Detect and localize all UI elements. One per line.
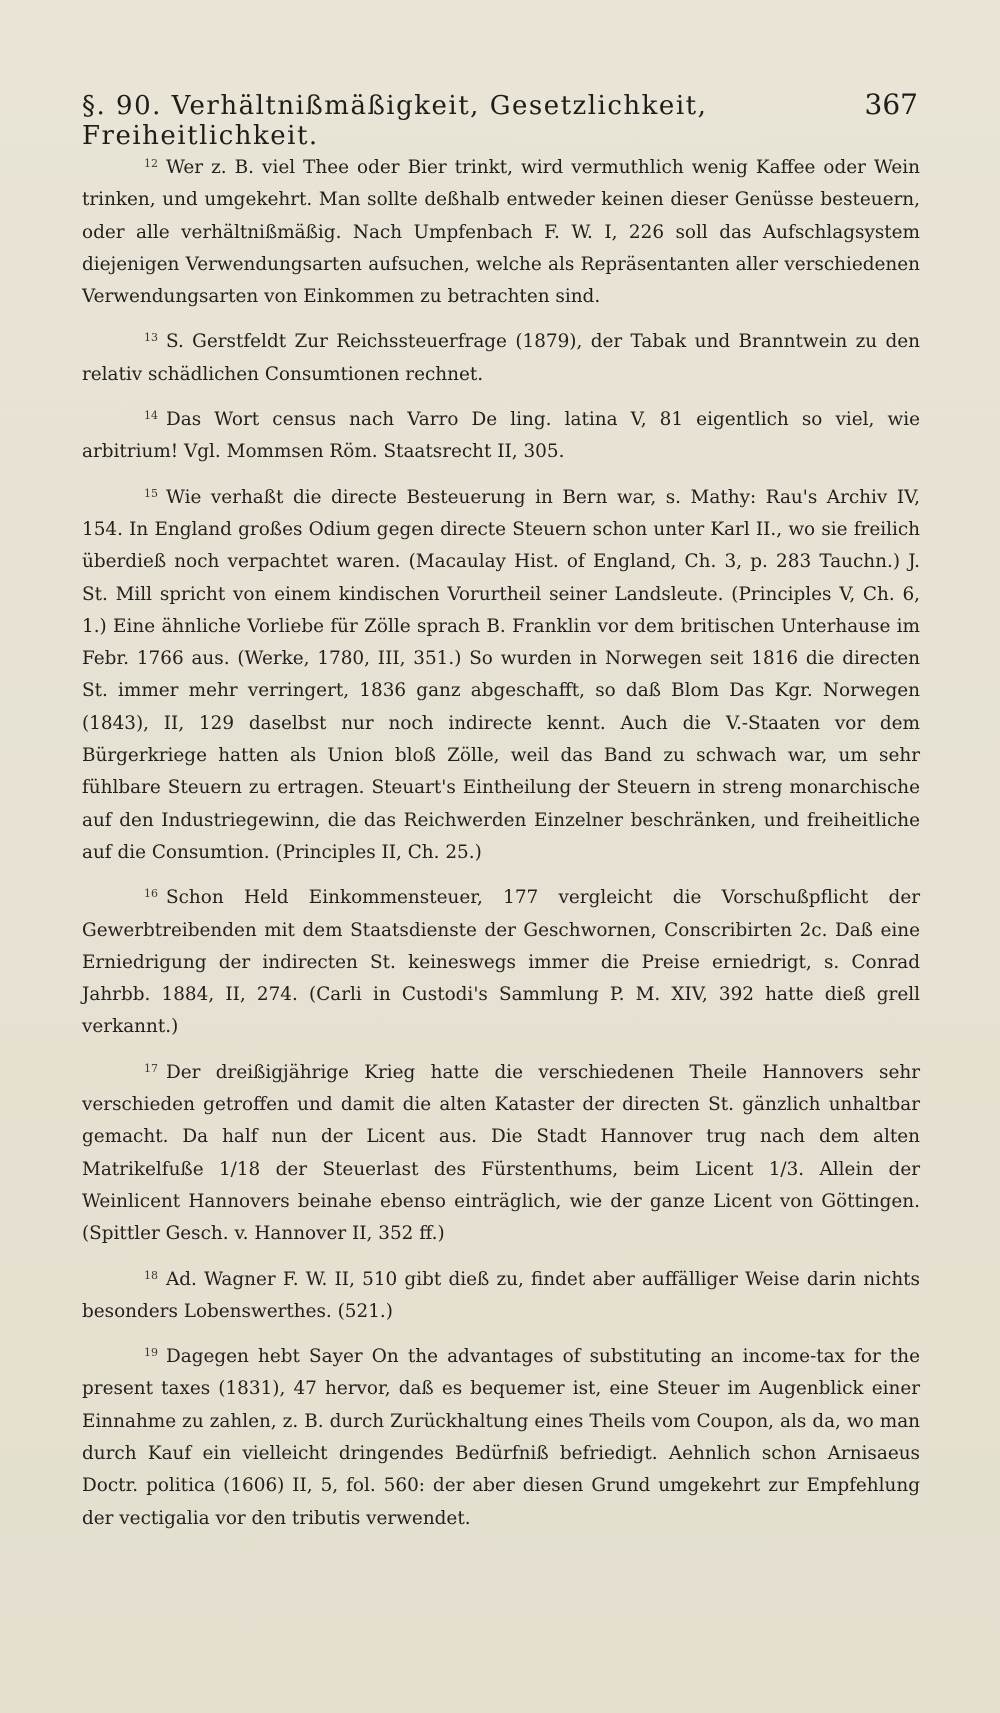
footnotes-block — [82, 148, 920, 1544]
footnote-number: 14 — [144, 409, 158, 423]
footnote-15 — [82, 478, 920, 870]
footnote-number: 18 — [144, 1268, 158, 1282]
footnote-number: 15 — [144, 486, 158, 500]
footnote-number: 12 — [144, 157, 158, 170]
footnote-12 — [82, 148, 920, 313]
footnote-16 — [82, 878, 920, 1043]
footnote-text: Dagegen hebt Sayer On the advantages of substituting an income-tax for the present taxes (1831), 47 hervor, daß es bequemer ist, eine Steuer im Augenblick einer Einnahme zu zahlen, z. B. durch Zurückhaltung eines Theils vom Coupon, als da, wo man durch Kauf ein vielleicht dringendes Bedürfniß befriedigt. Aehnlich schon Arnisaeus Doctr. politica (1606) II, 5, fol. 560: der aber diesen Grund umgekehrt zur Empfehlung der vectigalia vor den tributis verwendet. — [82, 1346, 920, 1529]
footnote-18 — [82, 1260, 920, 1329]
page-number: 367 — [864, 88, 918, 121]
footnote-17 — [82, 1053, 920, 1251]
section-title: §. 90. Verhältnißmäßigkeit, Gesetzlichkeit, Freiheitlichkeit. — [82, 91, 708, 151]
footnote-text: Ad. Wagner F. W. II, 510 gibt dieß zu, findet aber auffälliger Weise darin nichts besonders Lobenswerthes. (521.) — [82, 1268, 920, 1322]
footnote-text: Wie verhaßt die directe Besteuerung in Bern war, s. Mathy: Rau's Archiv IV, 154. In England großes Odium gegen directe Steuern schon unter Karl II., wo sie freilich überdieß noch verpachtet waren. (Macaulay Hist. of England, Ch. 3, p. 283 Tauchn.) J. St. Mill spricht von einem kindischen Vorurtheil seiner Landsleute. (Principles V, Ch. 6, 1.) Eine ähnliche Vorliebe für Zölle sprach B. Franklin vor dem britischen Unterhause im Febr. 1766 aus. (Werke, 1780, III, 351.) So wurden in Norwegen seit 1816 die directen St. immer mehr verringert, 1836 ganz abgeschafft, so daß Blom Das Kgr. Norwegen (1843), II, 129 daselbst nur noch indirecte kennt. Auch die V.-Staaten vor dem Bürgerkriege hatten als Union bloß Zölle, weil das Band zu schwach war, um sehr fühlbare Steuern zu ertragen. Steuart's Eintheilung der Steuern in streng monarchische auf den Industriegewinn, die das Reichwerden Einzelner beschränken, und freiheitliche auf die Consumtion. (Principles II, Ch. 25.) — [82, 486, 920, 863]
footnote-number: 16 — [144, 887, 158, 901]
running-head — [82, 88, 918, 151]
footnote-text: Wer z. B. viel Thee oder Bier trinkt, wird vermuthlich wenig Kaffee oder Wein trinken, und umgekehrt. Man sollte deßhalb entweder keinen dieser Genüsse besteuern, oder alle verhältnißmäßig. Nach Umpfenbach F. W. I, 226 soll das Aufschlagsystem diejenigen Verwendungsarten aufsuchen, welche als Repräsentanten aller verschiedenen Verwendungsarten von Einkommen zu betrachten sind. — [82, 157, 920, 308]
footnote-text: Schon Held Einkommensteuer, 177 vergleicht die Vorschußpflicht der Gewerbtreibenden mit dem Staatsdienste der Geschwornen, Conscribirten 2c. Daß eine Erniedrigung der indirecten St. keineswegs immer die Preise erniedrigt, s. Conrad Jahrbb. 1884, II, 274. (Carli in Custodi's Sammlung P. M. XIV, 392 hatte dieß grell verkannt.) — [82, 887, 920, 1038]
footnote-text: Das Wort census nach Varro De ling. latina V, 81 eigentlich so viel, wie arbitrium! Vgl. Mommsen Röm. Staatsrecht II, 305. — [82, 409, 920, 463]
footnote-13 — [82, 322, 920, 391]
footnote-number: 13 — [144, 331, 158, 345]
footnote-text: Der dreißigjährige Krieg hatte die verschiedenen Theile Hannovers sehr verschieden getroffen und damit die alten Kataster der directen St. gänzlich unhaltbar gemacht. Da half nun der Licent aus. Die Stadt Hannover trug nach dem alten Matrikelfuße 1/18 der Steuerlast des Fürstenthums, beim Licent 1/3. Allein der Weinlicent Hannovers beinahe ebenso einträglich, wie der ganze Licent von Göttingen. (Spittler Gesch. v. Hannover II, 352 ff.) — [82, 1061, 920, 1245]
footnote-number: 19 — [144, 1346, 158, 1360]
footnote-14 — [82, 400, 920, 469]
footnote-number: 17 — [144, 1061, 158, 1075]
footnote-19 — [82, 1337, 920, 1535]
footnote-text: S. Gerstfeldt Zur Reichssteuerfrage (1879), der Tabak und Branntwein zu den relativ schädlichen Consumtionen rechnet. — [82, 331, 920, 385]
